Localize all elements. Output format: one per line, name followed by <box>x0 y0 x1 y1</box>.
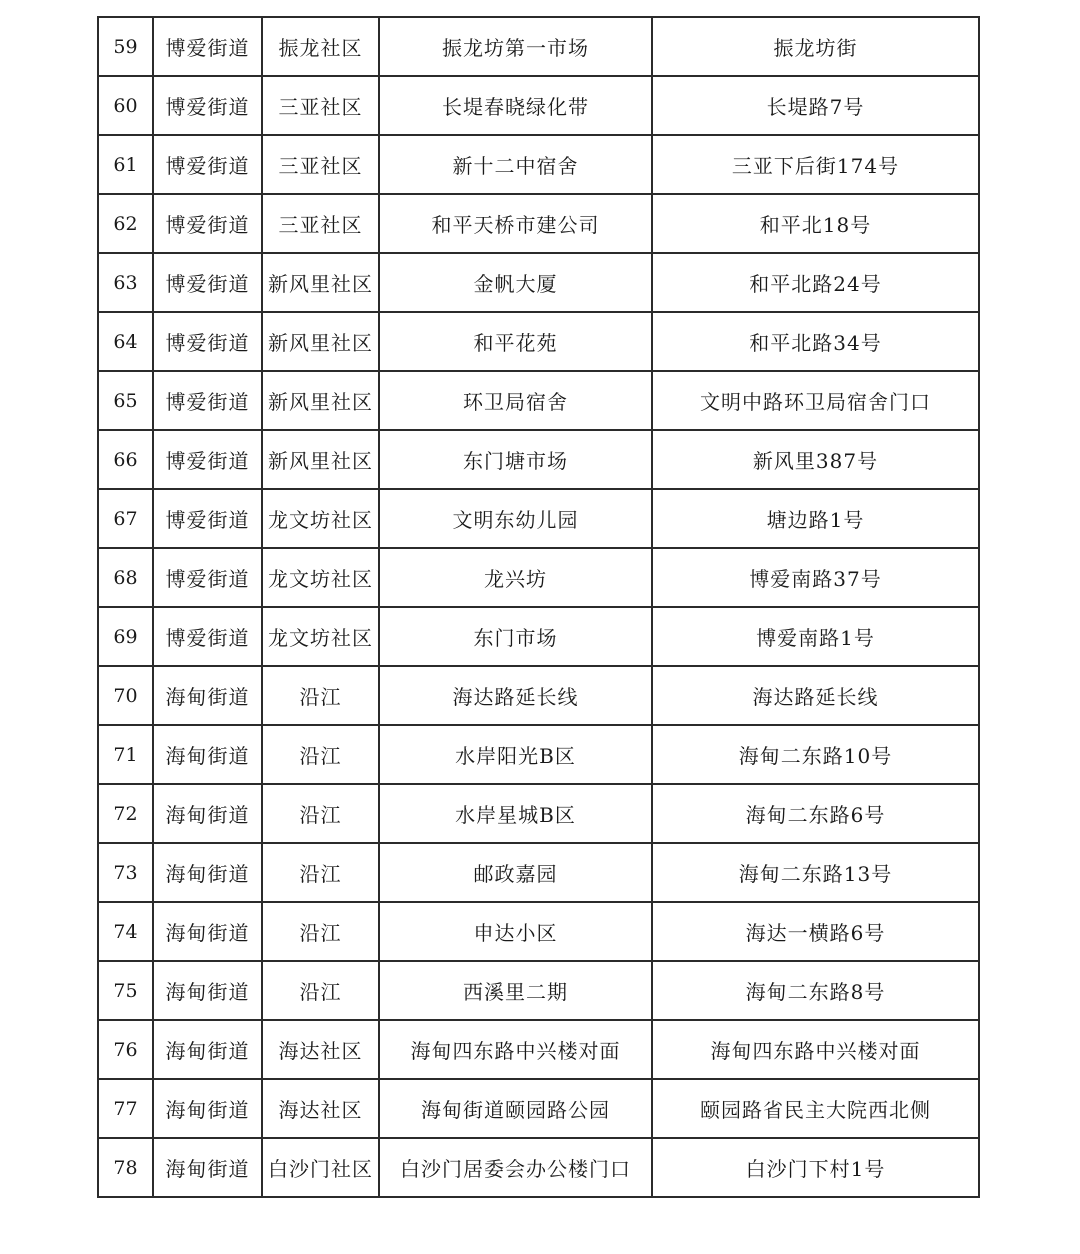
table-row <box>98 1138 979 1197</box>
row-number-cell: 68 <box>98 548 153 607</box>
street-cell: 博爱街道 <box>153 76 262 135</box>
row-number-cell: 61 <box>98 135 153 194</box>
street-cell: 海甸街道 <box>153 1020 262 1079</box>
community-cell: 沿江 <box>262 902 379 961</box>
table-row <box>98 548 979 607</box>
row-number-cell: 71 <box>98 725 153 784</box>
site-name-cell: 文明东幼儿园 <box>379 489 652 548</box>
street-cell: 海甸街道 <box>153 843 262 902</box>
address-cell: 海甸二东路13号 <box>652 843 979 902</box>
table-row <box>98 253 979 312</box>
site-name-cell: 金帆大厦 <box>379 253 652 312</box>
table-row <box>98 489 979 548</box>
table-row <box>98 725 979 784</box>
community-cell: 海达社区 <box>262 1079 379 1138</box>
row-number-cell: 59 <box>98 17 153 76</box>
row-number-cell: 66 <box>98 430 153 489</box>
street-cell: 博爱街道 <box>153 607 262 666</box>
address-cell: 海甸二东路6号 <box>652 784 979 843</box>
row-number-cell: 64 <box>98 312 153 371</box>
site-name-cell: 海甸街道颐园路公园 <box>379 1079 652 1138</box>
table-row <box>98 430 979 489</box>
street-cell: 海甸街道 <box>153 961 262 1020</box>
table-row <box>98 1079 979 1138</box>
site-name-cell: 邮政嘉园 <box>379 843 652 902</box>
row-number-cell: 67 <box>98 489 153 548</box>
community-cell: 新风里社区 <box>262 312 379 371</box>
community-cell: 振龙社区 <box>262 17 379 76</box>
address-cell: 塘边路1号 <box>652 489 979 548</box>
site-name-cell: 环卫局宿舍 <box>379 371 652 430</box>
address-cell: 长堤路7号 <box>652 76 979 135</box>
table-row <box>98 312 979 371</box>
table-row <box>98 666 979 725</box>
site-name-cell: 新十二中宿舍 <box>379 135 652 194</box>
site-name-cell: 龙兴坊 <box>379 548 652 607</box>
row-number-cell: 72 <box>98 784 153 843</box>
site-name-cell: 西溪里二期 <box>379 961 652 1020</box>
table-row <box>98 76 979 135</box>
street-cell: 海甸街道 <box>153 1138 262 1197</box>
address-cell: 海甸四东路中兴楼对面 <box>652 1020 979 1079</box>
site-name-cell: 长堤春晓绿化带 <box>379 76 652 135</box>
community-cell: 龙文坊社区 <box>262 607 379 666</box>
row-number-cell: 73 <box>98 843 153 902</box>
street-cell: 博爱街道 <box>153 548 262 607</box>
address-cell: 和平北路34号 <box>652 312 979 371</box>
street-cell: 博爱街道 <box>153 194 262 253</box>
site-name-cell: 海甸四东路中兴楼对面 <box>379 1020 652 1079</box>
site-name-cell: 水岸星城B区 <box>379 784 652 843</box>
table-row <box>98 135 979 194</box>
address-cell: 振龙坊街 <box>652 17 979 76</box>
address-cell: 博爱南路37号 <box>652 548 979 607</box>
community-cell: 三亚社区 <box>262 135 379 194</box>
community-cell: 新风里社区 <box>262 253 379 312</box>
row-number-cell: 75 <box>98 961 153 1020</box>
community-cell: 沿江 <box>262 666 379 725</box>
street-cell: 海甸街道 <box>153 666 262 725</box>
site-name-cell: 和平天桥市建公司 <box>379 194 652 253</box>
row-number-cell: 63 <box>98 253 153 312</box>
table-body <box>98 17 979 1197</box>
site-name-cell: 东门市场 <box>379 607 652 666</box>
site-name-cell: 海达路延长线 <box>379 666 652 725</box>
street-cell: 海甸街道 <box>153 725 262 784</box>
street-cell: 博爱街道 <box>153 135 262 194</box>
site-name-cell: 申达小区 <box>379 902 652 961</box>
street-cell: 博爱街道 <box>153 371 262 430</box>
address-cell: 新风里387号 <box>652 430 979 489</box>
community-cell: 龙文坊社区 <box>262 548 379 607</box>
street-cell: 博爱街道 <box>153 312 262 371</box>
site-name-cell: 水岸阳光B区 <box>379 725 652 784</box>
address-cell: 文明中路环卫局宿舍门口 <box>652 371 979 430</box>
row-number-cell: 69 <box>98 607 153 666</box>
street-cell: 海甸街道 <box>153 1079 262 1138</box>
row-number-cell: 60 <box>98 76 153 135</box>
community-cell: 沿江 <box>262 961 379 1020</box>
table-row <box>98 17 979 76</box>
address-cell: 海甸二东路10号 <box>652 725 979 784</box>
street-cell: 博爱街道 <box>153 489 262 548</box>
row-number-cell: 74 <box>98 902 153 961</box>
community-cell: 新风里社区 <box>262 430 379 489</box>
table-row <box>98 194 979 253</box>
table-row <box>98 902 979 961</box>
table-row <box>98 607 979 666</box>
table-row <box>98 843 979 902</box>
site-name-cell: 和平花苑 <box>379 312 652 371</box>
street-cell: 博爱街道 <box>153 17 262 76</box>
row-number-cell: 78 <box>98 1138 153 1197</box>
community-cell: 沿江 <box>262 784 379 843</box>
address-cell: 海达一横路6号 <box>652 902 979 961</box>
address-cell: 三亚下后街174号 <box>652 135 979 194</box>
table-row <box>98 784 979 843</box>
street-cell: 博爱街道 <box>153 253 262 312</box>
community-cell: 海达社区 <box>262 1020 379 1079</box>
address-cell: 海甸二东路8号 <box>652 961 979 1020</box>
row-number-cell: 76 <box>98 1020 153 1079</box>
site-name-cell: 振龙坊第一市场 <box>379 17 652 76</box>
table-row <box>98 371 979 430</box>
address-cell: 颐园路省民主大院西北侧 <box>652 1079 979 1138</box>
street-cell: 海甸街道 <box>153 784 262 843</box>
street-cell: 海甸街道 <box>153 902 262 961</box>
table-row <box>98 961 979 1020</box>
community-cell: 沿江 <box>262 843 379 902</box>
community-cell: 龙文坊社区 <box>262 489 379 548</box>
row-number-cell: 65 <box>98 371 153 430</box>
address-cell: 白沙门下村1号 <box>652 1138 979 1197</box>
address-cell: 和平北路24号 <box>652 253 979 312</box>
address-cell: 博爱南路1号 <box>652 607 979 666</box>
row-number-cell: 70 <box>98 666 153 725</box>
address-cell: 海达路延长线 <box>652 666 979 725</box>
community-cell: 白沙门社区 <box>262 1138 379 1197</box>
table-row <box>98 1020 979 1079</box>
community-cell: 三亚社区 <box>262 76 379 135</box>
collection-point-table <box>97 16 980 1198</box>
row-number-cell: 77 <box>98 1079 153 1138</box>
address-cell: 和平北18号 <box>652 194 979 253</box>
community-cell: 三亚社区 <box>262 194 379 253</box>
row-number-cell: 62 <box>98 194 153 253</box>
community-cell: 沿江 <box>262 725 379 784</box>
site-name-cell: 白沙门居委会办公楼门口 <box>379 1138 652 1197</box>
site-name-cell: 东门塘市场 <box>379 430 652 489</box>
street-cell: 博爱街道 <box>153 430 262 489</box>
community-cell: 新风里社区 <box>262 371 379 430</box>
